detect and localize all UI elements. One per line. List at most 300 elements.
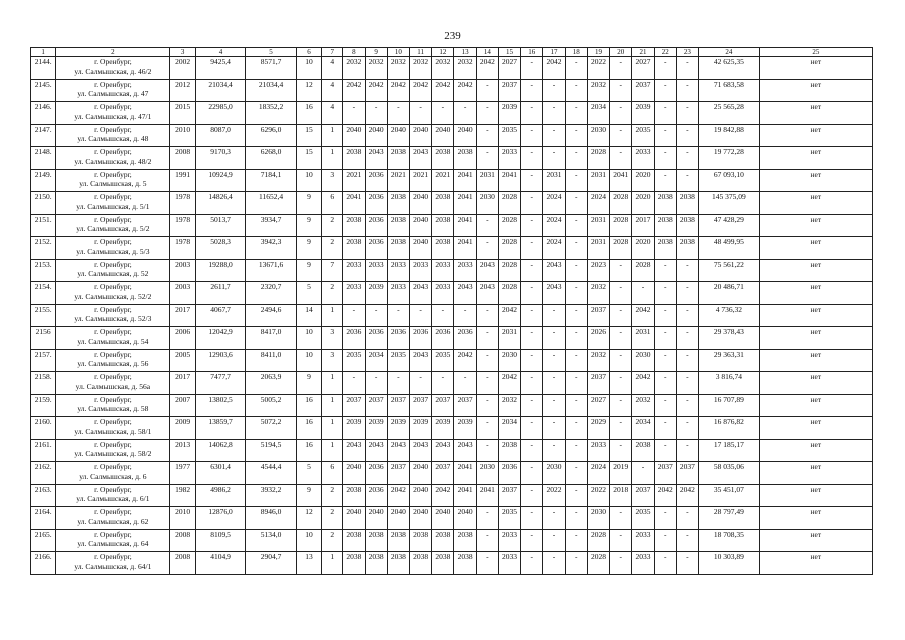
build-year-cell: 1978 xyxy=(170,214,195,237)
repair-year-cell: - xyxy=(521,259,543,282)
build-year-cell: 2010 xyxy=(170,507,195,530)
repair-year-cell: - xyxy=(521,147,543,170)
address-street: ул. Салмышская, д. 46/2 xyxy=(74,66,152,76)
build-year-cell: 2005 xyxy=(170,349,195,372)
repair-year-cell: 2028 xyxy=(498,259,520,282)
repair-year-cell: 2030 xyxy=(476,462,498,485)
repair-year-cell: 2042 xyxy=(632,372,654,395)
repair-year-cell: - xyxy=(610,394,632,417)
cost-cell: 75 561,22 xyxy=(699,259,760,282)
table-row xyxy=(31,552,873,575)
entrances-cell: 2 xyxy=(322,484,343,507)
status-cell: нет xyxy=(759,102,872,125)
repair-year-cell: - xyxy=(676,417,698,440)
entrances-cell: 2 xyxy=(322,214,343,237)
total-area-cell: 4986,2 xyxy=(195,484,246,507)
repair-year-cell: - xyxy=(565,349,587,372)
address-cell xyxy=(56,237,170,260)
living-area-cell: 2063,9 xyxy=(246,372,297,395)
living-area-cell: 11652,4 xyxy=(246,192,297,215)
address-cell xyxy=(56,439,170,462)
repair-year-cell: - xyxy=(610,417,632,440)
repair-year-cell: - xyxy=(365,372,387,395)
repair-year-cell: - xyxy=(676,57,698,80)
repair-year-cell: - xyxy=(565,327,587,350)
column-number-8: 8 xyxy=(343,48,365,57)
housing-register-table xyxy=(30,47,873,575)
repair-year-cell: 2036 xyxy=(454,327,476,350)
repair-year-cell: 2034 xyxy=(498,417,520,440)
repair-year-cell: 2021 xyxy=(432,169,454,192)
address-city: г. Оренбург, xyxy=(94,282,132,291)
row-number: 2152. xyxy=(31,237,56,260)
address-cell xyxy=(56,529,170,552)
repair-year-cell: - xyxy=(476,439,498,462)
repair-year-cell: 2039 xyxy=(365,417,387,440)
repair-year-cell: 2033 xyxy=(498,529,520,552)
table-row xyxy=(31,529,873,552)
floors-cell: 15 xyxy=(296,147,321,170)
repair-year-cell: - xyxy=(521,439,543,462)
entrances-cell: 1 xyxy=(322,372,343,395)
repair-year-cell: 2041 xyxy=(476,484,498,507)
repair-year-cell: - xyxy=(676,394,698,417)
repair-year-cell: 2042 xyxy=(387,484,409,507)
entrances-cell: 4 xyxy=(322,79,343,102)
living-area-cell: 8411,0 xyxy=(246,349,297,372)
floors-cell: 16 xyxy=(296,102,321,125)
repair-year-cell: - xyxy=(543,417,565,440)
address-city: г. Оренбург, xyxy=(94,484,132,494)
repair-year-cell: 2028 xyxy=(610,214,632,237)
repair-year-cell: 2038 xyxy=(387,237,409,260)
build-year-cell: 2008 xyxy=(170,552,195,575)
column-number-23: 23 xyxy=(676,48,698,57)
repair-year-cell: - xyxy=(654,147,676,170)
cost-cell: 67 093,10 xyxy=(699,169,760,192)
address-street: ул. Салмышская, д. 5/2 xyxy=(76,224,150,233)
repair-year-cell: 2035 xyxy=(632,507,654,530)
entrances-cell: 1 xyxy=(322,552,343,575)
table-row xyxy=(31,237,873,260)
repair-year-cell: 2032 xyxy=(587,349,609,372)
repair-year-cell: 2041 xyxy=(498,169,520,192)
address-cell xyxy=(56,57,170,80)
repair-year-cell: 2032 xyxy=(432,57,454,80)
address-street: ул. Салмышская, д. 64/1 xyxy=(74,561,152,571)
repair-year-cell: - xyxy=(610,57,632,80)
status-cell: нет xyxy=(759,552,872,575)
address-street: ул. Салмышская, д. 56 xyxy=(77,359,149,368)
repair-year-cell: - xyxy=(565,484,587,507)
living-area-cell: 5005,2 xyxy=(246,394,297,417)
repair-year-cell: 2039 xyxy=(498,102,520,125)
repair-year-cell: 2042 xyxy=(432,79,454,102)
repair-year-cell: 2038 xyxy=(365,552,387,575)
repair-year-cell: 2027 xyxy=(632,57,654,80)
living-area-cell: 2904,7 xyxy=(246,552,297,575)
column-number-21: 21 xyxy=(632,48,654,57)
status-cell: нет xyxy=(759,417,872,440)
column-number-5: 5 xyxy=(246,48,297,57)
row-number: 2165. xyxy=(31,529,56,552)
page-number: 239 xyxy=(444,30,461,42)
repair-year-cell: 2038 xyxy=(410,552,432,575)
row-number: 2154. xyxy=(31,282,56,305)
repair-year-cell: 2027 xyxy=(498,57,520,80)
repair-year-cell: 2040 xyxy=(365,124,387,147)
status-cell: нет xyxy=(759,439,872,462)
address-cell xyxy=(56,349,170,372)
cost-cell: 29 378,43 xyxy=(699,327,760,350)
repair-year-cell: 2028 xyxy=(632,259,654,282)
living-area-cell: 5194,5 xyxy=(246,439,297,462)
repair-year-cell: 2036 xyxy=(410,327,432,350)
floors-cell: 12 xyxy=(296,79,321,102)
repair-year-cell: 2040 xyxy=(410,462,432,485)
repair-year-cell: - xyxy=(521,552,543,575)
repair-year-cell: - xyxy=(632,282,654,305)
repair-year-cell: 2033 xyxy=(432,282,454,305)
repair-year-cell: - xyxy=(610,259,632,282)
repair-year-cell: - xyxy=(543,147,565,170)
repair-year-cell: - xyxy=(543,79,565,102)
total-area-cell: 8087,0 xyxy=(195,124,246,147)
repair-year-cell: 2040 xyxy=(365,507,387,530)
repair-year-cell: - xyxy=(654,169,676,192)
repair-year-cell: 2041 xyxy=(343,192,365,215)
table-row xyxy=(31,327,873,350)
repair-year-cell: - xyxy=(521,417,543,440)
total-area-cell: 22985,0 xyxy=(195,102,246,125)
repair-year-cell: 2033 xyxy=(365,259,387,282)
repair-year-cell: 2043 xyxy=(410,439,432,462)
repair-year-cell: 2043 xyxy=(410,349,432,372)
repair-year-cell: - xyxy=(610,529,632,552)
repair-year-cell: 2026 xyxy=(587,327,609,350)
repair-year-cell: - xyxy=(565,102,587,125)
total-area-cell: 12903,6 xyxy=(195,349,246,372)
floors-cell: 9 xyxy=(296,192,321,215)
address-city: г. Оренбург, xyxy=(94,214,132,224)
repair-year-cell: - xyxy=(676,304,698,327)
repair-year-cell: - xyxy=(654,417,676,440)
repair-year-cell: 2031 xyxy=(587,169,609,192)
living-area-cell: 2320,7 xyxy=(246,282,297,305)
repair-year-cell: 2034 xyxy=(365,349,387,372)
living-area-cell: 3942,3 xyxy=(246,237,297,260)
repair-year-cell: 2031 xyxy=(632,327,654,350)
repair-year-cell: - xyxy=(432,372,454,395)
repair-year-cell: 2038 xyxy=(432,192,454,215)
repair-year-cell: - xyxy=(654,259,676,282)
repair-year-cell: - xyxy=(343,102,365,125)
repair-year-cell: 2038 xyxy=(365,529,387,552)
repair-year-cell: - xyxy=(543,552,565,575)
repair-year-cell: - xyxy=(476,147,498,170)
living-area-cell: 8946,0 xyxy=(246,507,297,530)
repair-year-cell: 2037 xyxy=(387,462,409,485)
living-area-cell: 5134,0 xyxy=(246,529,297,552)
floors-cell: 5 xyxy=(296,282,321,305)
repair-year-cell: 2040 xyxy=(410,124,432,147)
build-year-cell: 2006 xyxy=(170,327,195,350)
repair-year-cell: - xyxy=(610,507,632,530)
build-year-cell: 2017 xyxy=(170,304,195,327)
table-row xyxy=(31,214,873,237)
repair-year-cell: - xyxy=(543,124,565,147)
total-area-cell: 5028,3 xyxy=(195,237,246,260)
repair-year-cell: - xyxy=(410,102,432,125)
repair-year-cell: 2037 xyxy=(654,462,676,485)
repair-year-cell: - xyxy=(521,237,543,260)
repair-year-cell: - xyxy=(343,372,365,395)
status-cell: нет xyxy=(759,124,872,147)
living-area-cell: 3932,2 xyxy=(246,484,297,507)
repair-year-cell: 2038 xyxy=(432,552,454,575)
repair-year-cell: 2042 xyxy=(410,79,432,102)
total-area-cell: 2611,7 xyxy=(195,282,246,305)
repair-year-cell: 2036 xyxy=(365,237,387,260)
repair-year-cell: 2033 xyxy=(432,259,454,282)
repair-year-cell: - xyxy=(543,394,565,417)
repair-year-cell: - xyxy=(610,552,632,575)
entrances-cell: 1 xyxy=(322,439,343,462)
repair-year-cell: - xyxy=(543,529,565,552)
repair-year-cell: 2043 xyxy=(410,147,432,170)
repair-year-cell: 2043 xyxy=(543,282,565,305)
floors-cell: 10 xyxy=(296,349,321,372)
build-year-cell: 1982 xyxy=(170,484,195,507)
table-row xyxy=(31,439,873,462)
repair-year-cell: 2017 xyxy=(632,214,654,237)
repair-year-cell: 2036 xyxy=(343,327,365,350)
repair-year-cell: 2021 xyxy=(410,169,432,192)
repair-year-cell: - xyxy=(565,372,587,395)
repair-year-cell: 2042 xyxy=(432,484,454,507)
repair-year-cell: - xyxy=(654,79,676,102)
repair-year-cell: - xyxy=(454,304,476,327)
repair-year-cell: - xyxy=(543,102,565,125)
entrances-cell: 1 xyxy=(322,304,343,327)
repair-year-cell: - xyxy=(454,372,476,395)
table-row xyxy=(31,507,873,530)
repair-year-cell: 2021 xyxy=(387,169,409,192)
cost-cell: 47 428,29 xyxy=(699,214,760,237)
repair-year-cell: 2033 xyxy=(632,552,654,575)
repair-year-cell: - xyxy=(543,327,565,350)
repair-year-cell: - xyxy=(476,394,498,417)
address-street: ул. Салмышская, д. 5/3 xyxy=(76,246,150,256)
repair-year-cell: 2024 xyxy=(587,192,609,215)
column-number-19: 19 xyxy=(587,48,609,57)
address-street: ул. Салмышская, д. 52/3 xyxy=(74,314,152,323)
build-year-cell: 1978 xyxy=(170,237,195,260)
repair-year-cell: - xyxy=(521,462,543,485)
repair-year-cell: 2041 xyxy=(454,462,476,485)
repair-year-cell: 2037 xyxy=(365,394,387,417)
address-cell xyxy=(56,192,170,215)
repair-year-cell: - xyxy=(654,372,676,395)
repair-year-cell: - xyxy=(521,282,543,305)
address-street: ул. Салмышская, д. 62 xyxy=(77,516,149,526)
floors-cell: 5 xyxy=(296,462,321,485)
total-area-cell: 5013,7 xyxy=(195,214,246,237)
address-cell xyxy=(56,417,170,440)
repair-year-cell: 2037 xyxy=(498,79,520,102)
address-street: ул. Салмышская, д. 6 xyxy=(79,471,147,481)
address-city: г. Оренбург, xyxy=(94,327,132,336)
cost-cell: 145 375,09 xyxy=(699,192,760,215)
repair-year-cell: 2033 xyxy=(632,147,654,170)
status-cell: нет xyxy=(759,237,872,260)
cost-cell: 19 842,88 xyxy=(699,124,760,147)
row-number: 2157. xyxy=(31,349,56,372)
repair-year-cell: 2039 xyxy=(410,417,432,440)
repair-year-cell: 2041 xyxy=(454,214,476,237)
address-street: ул. Салмышская, д. 58/1 xyxy=(74,426,152,436)
repair-year-cell: - xyxy=(676,79,698,102)
repair-year-cell: 2037 xyxy=(432,394,454,417)
repair-year-cell: 2038 xyxy=(676,214,698,237)
repair-year-cell: - xyxy=(565,462,587,485)
repair-year-cell: - xyxy=(676,372,698,395)
repair-year-cell: 2035 xyxy=(343,349,365,372)
address-city: г. Оренбург, xyxy=(94,507,132,516)
build-year-cell: 1978 xyxy=(170,192,195,215)
row-number: 2148. xyxy=(31,147,56,170)
total-area-cell: 4104,9 xyxy=(195,552,246,575)
floors-cell: 9 xyxy=(296,259,321,282)
address-city: г. Оренбург, xyxy=(94,304,132,314)
floors-cell: 13 xyxy=(296,552,321,575)
repair-year-cell: 2024 xyxy=(543,192,565,215)
address-city: г. Оренбург, xyxy=(94,372,132,381)
repair-year-cell: 2040 xyxy=(343,507,365,530)
repair-year-cell: 2033 xyxy=(498,552,520,575)
repair-year-cell: 2022 xyxy=(587,57,609,80)
repair-year-cell: - xyxy=(565,439,587,462)
address-street: ул. Салмышская, д. 52/2 xyxy=(74,291,152,301)
repair-year-cell: 2020 xyxy=(632,169,654,192)
repair-year-cell: 2032 xyxy=(587,79,609,102)
address-city: г. Оренбург, xyxy=(94,529,132,539)
address-street: ул. Салмышская, д. 48/2 xyxy=(74,156,152,166)
repair-year-cell: 2038 xyxy=(387,529,409,552)
repair-year-cell: 2038 xyxy=(676,237,698,260)
repair-year-cell: - xyxy=(654,282,676,305)
repair-year-cell: 2040 xyxy=(410,507,432,530)
table-row xyxy=(31,484,873,507)
total-area-cell: 12042,9 xyxy=(195,327,246,350)
table-row xyxy=(31,259,873,282)
table-row xyxy=(31,79,873,102)
status-cell: нет xyxy=(759,327,872,350)
repair-year-cell: 2032 xyxy=(410,57,432,80)
cost-cell: 48 499,95 xyxy=(699,237,760,260)
repair-year-cell: 2027 xyxy=(587,394,609,417)
repair-year-cell: - xyxy=(565,147,587,170)
repair-year-cell: 2032 xyxy=(343,57,365,80)
address-street: ул. Салмышская, д. 58 xyxy=(77,404,149,413)
build-year-cell: 2002 xyxy=(170,57,195,80)
repair-year-cell: 2030 xyxy=(498,349,520,372)
repair-year-cell: 2042 xyxy=(365,79,387,102)
repair-year-cell: 2036 xyxy=(432,327,454,350)
repair-year-cell: - xyxy=(565,507,587,530)
repair-year-cell: 2039 xyxy=(365,282,387,305)
repair-year-cell: 2043 xyxy=(410,282,432,305)
repair-year-cell: - xyxy=(543,349,565,372)
repair-year-cell: 2040 xyxy=(343,462,365,485)
repair-year-cell: - xyxy=(476,372,498,395)
repair-year-cell: - xyxy=(521,327,543,350)
floors-cell: 10 xyxy=(296,529,321,552)
repair-year-cell: 2041 xyxy=(454,484,476,507)
repair-year-cell: 2024 xyxy=(543,237,565,260)
address-street: ул. Салмышская, д. 52 xyxy=(77,269,149,278)
entrances-cell: 3 xyxy=(322,327,343,350)
repair-year-cell: 2037 xyxy=(454,394,476,417)
repair-year-cell: - xyxy=(654,327,676,350)
repair-year-cell: - xyxy=(521,484,543,507)
repair-year-cell: 2034 xyxy=(632,417,654,440)
repair-year-cell: 2031 xyxy=(543,169,565,192)
repair-year-cell: 2038 xyxy=(432,147,454,170)
cost-cell: 4 736,32 xyxy=(699,304,760,327)
repair-year-cell: 2028 xyxy=(498,237,520,260)
repair-year-cell: - xyxy=(610,349,632,372)
repair-year-cell: - xyxy=(387,304,409,327)
repair-year-cell: 2023 xyxy=(587,259,609,282)
status-cell: нет xyxy=(759,192,872,215)
total-area-cell: 13802,5 xyxy=(195,394,246,417)
repair-year-cell: - xyxy=(565,417,587,440)
repair-year-cell: 2038 xyxy=(454,552,476,575)
table-row xyxy=(31,57,873,80)
repair-year-cell: - xyxy=(343,304,365,327)
repair-year-cell: 2035 xyxy=(498,124,520,147)
repair-year-cell: 2024 xyxy=(543,214,565,237)
repair-year-cell: - xyxy=(521,192,543,215)
entrances-cell: 1 xyxy=(322,124,343,147)
repair-year-cell: 2018 xyxy=(610,484,632,507)
entrances-cell: 1 xyxy=(322,147,343,170)
living-area-cell: 21034,4 xyxy=(246,79,297,102)
floors-cell: 15 xyxy=(296,124,321,147)
repair-year-cell: - xyxy=(521,214,543,237)
address-cell xyxy=(56,124,170,147)
repair-year-cell: 2033 xyxy=(498,147,520,170)
repair-year-cell: 2042 xyxy=(498,304,520,327)
repair-year-cell: 2038 xyxy=(387,552,409,575)
status-cell: нет xyxy=(759,79,872,102)
row-number: 2160. xyxy=(31,417,56,440)
floors-cell: 16 xyxy=(296,394,321,417)
table-row xyxy=(31,304,873,327)
row-number: 2151. xyxy=(31,214,56,237)
build-year-cell: 2007 xyxy=(170,394,195,417)
repair-year-cell: - xyxy=(610,102,632,125)
table-row xyxy=(31,102,873,125)
repair-year-cell: 2030 xyxy=(587,507,609,530)
entrances-cell: 4 xyxy=(322,57,343,80)
status-cell: нет xyxy=(759,349,872,372)
repair-year-cell: 2036 xyxy=(365,327,387,350)
repair-year-cell: 2022 xyxy=(587,484,609,507)
table-row xyxy=(31,349,873,372)
repair-year-cell: - xyxy=(654,124,676,147)
